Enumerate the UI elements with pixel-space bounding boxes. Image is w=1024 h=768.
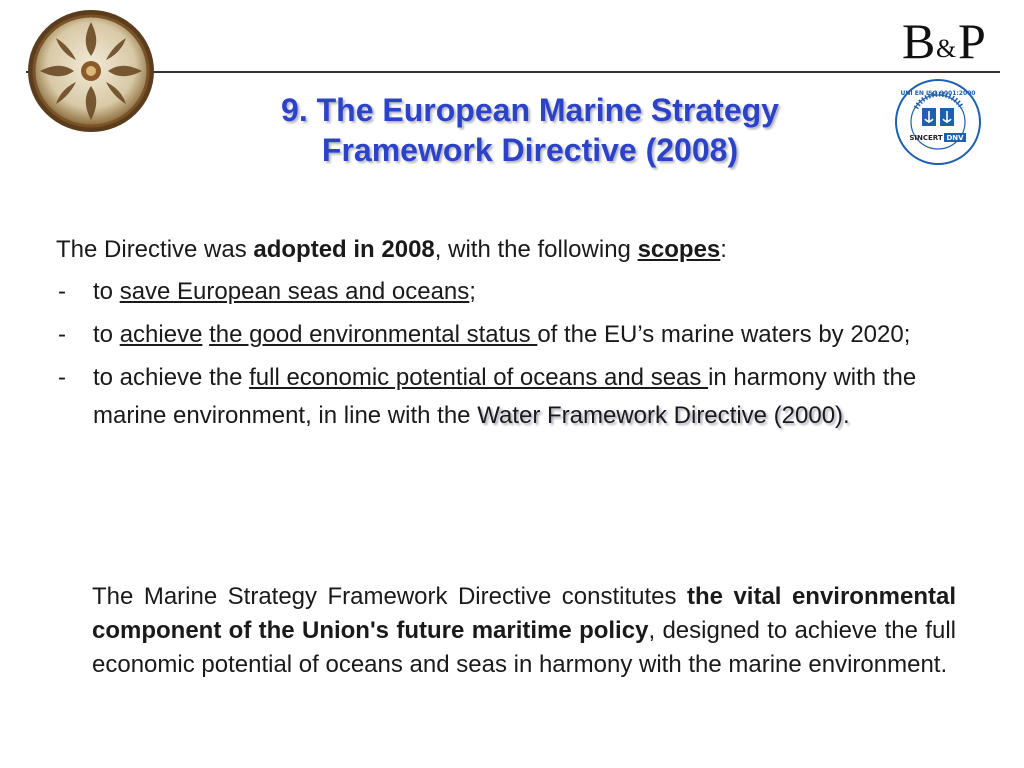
title-line-2: Framework Directive (2008) (321, 132, 739, 168)
summary-suffix: , designed to achieve the full economic potential of oceans and seas in harmony with the marine environment. (92, 617, 956, 678)
title-line-1: 9. The European Marine Strategy (281, 92, 779, 128)
intro-prefix: The Directive was (56, 236, 254, 263)
bullet-underlined: save European seas and oceans (119, 278, 470, 305)
header-rule (26, 71, 1000, 73)
bullet-dash: - (58, 278, 66, 305)
bullet-tail: in harmony with the marine environment, in line with the (93, 364, 917, 429)
svg-text:SINCERT: SINCERT (909, 134, 943, 142)
scopes-section (56, 234, 956, 440)
bullet-text: to achieve the (93, 364, 250, 391)
brand-logo: B & P (902, 13, 986, 69)
list-item (56, 273, 956, 311)
intro-paragraph (56, 234, 956, 266)
summary-bold: the vital environmental component of the Union's future maritime policy (92, 583, 956, 644)
bullet-underlined: achieve (119, 321, 203, 348)
bullet-text: to (93, 278, 120, 305)
svg-text:UNI EN ISO 9001:2000: UNI EN ISO 9001:2000 (900, 90, 976, 97)
bullet-tail: of the EU’s marine waters by 2020; (537, 321, 911, 348)
bullet-underlined: full economic potential of oceans and seas (249, 364, 709, 391)
bullet-tail: ; (469, 278, 476, 305)
intro-middle: , with the following (434, 236, 638, 263)
list-item (56, 359, 956, 435)
intro-suffix: : (720, 236, 727, 263)
intro-bold: adopted in 2008 (253, 236, 435, 263)
water-framework-directive-text: Water Framework Directive (2000). (477, 402, 850, 429)
iso-certification-seal-icon (892, 78, 984, 166)
slide-title (200, 90, 860, 170)
scope-list (56, 273, 956, 435)
list-item (56, 316, 956, 354)
scopes-word: scopes (637, 236, 721, 263)
bullet-underlined: the good environmental status (209, 321, 538, 348)
ornamental-medallion-icon (26, 8, 156, 134)
summary-paragraph (92, 580, 956, 682)
bullet-dash: - (58, 321, 66, 348)
summary-prefix: The Marine Strategy Framework Directive constitutes (92, 583, 687, 610)
svg-text:DNV: DNV (946, 134, 964, 142)
bullet-dash: - (58, 364, 66, 391)
bullet-text: to (93, 321, 120, 348)
